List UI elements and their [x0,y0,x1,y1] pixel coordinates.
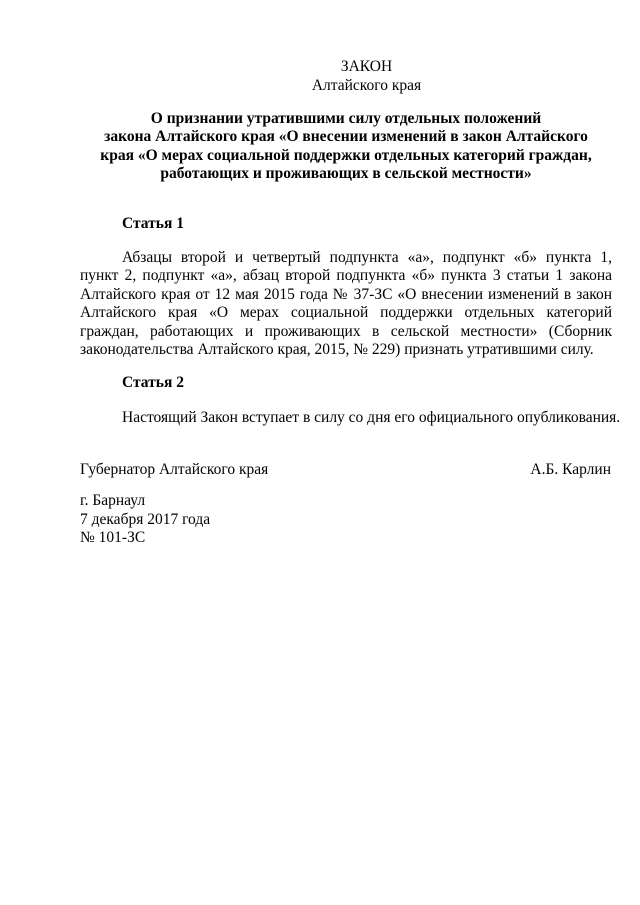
city: г. Барнаул [80,492,146,509]
document-type: ЗАКОН [340,58,393,75]
article-1-text [80,249,612,359]
law-title-line: края «О мерах социальной поддержки отдельных категорий граждан, [100,146,592,164]
law-title-line: О признании утратившими силу отдельных положений [150,110,542,127]
article-2-text: Настоящий Закон вступает в силу со дня его официального опубликования. [122,409,621,426]
article-1-line: Абзацы второй и четвертый подпункта «а», подпункт «б» пункта 1, [122,249,612,266]
signer-title: Губернатор Алтайского края [80,461,269,478]
law-title-line: работающих и проживающих в сельской местности» [160,164,532,182]
article-1-line: законодательства Алтайского края, 2015, № 229) признать утратившими силу. [80,341,594,359]
article-1-heading: Статья 1 [122,215,184,232]
article-1-line: Алтайского края «О мерах социальной поддержки отдельных категорий [80,304,612,322]
law-title-line: закона Алтайского края «О внесении изменений в закон Алтайского [104,128,588,146]
document-region: Алтайского края [311,77,422,94]
law-number: № 101-ЗС [80,529,146,546]
article-1-line: пункт 2, подпункт «а», абзац второй подпункта «б» пункта 3 статьи 1 закона [80,267,612,285]
article-1-line: Алтайского края от 12 мая 2015 года № 37-ЗС «О внесении изменений в закон [80,285,612,303]
article-2-heading: Статья 2 [122,374,184,391]
adoption-date: 7 декабря 2017 года [80,510,211,528]
place-date-block [80,492,210,548]
signer-name: А.Б. Карлин [530,461,611,478]
article-1-line: граждан, работающих и проживающих в сельской местности» (Сборник [80,322,612,340]
law-title [80,110,612,183]
